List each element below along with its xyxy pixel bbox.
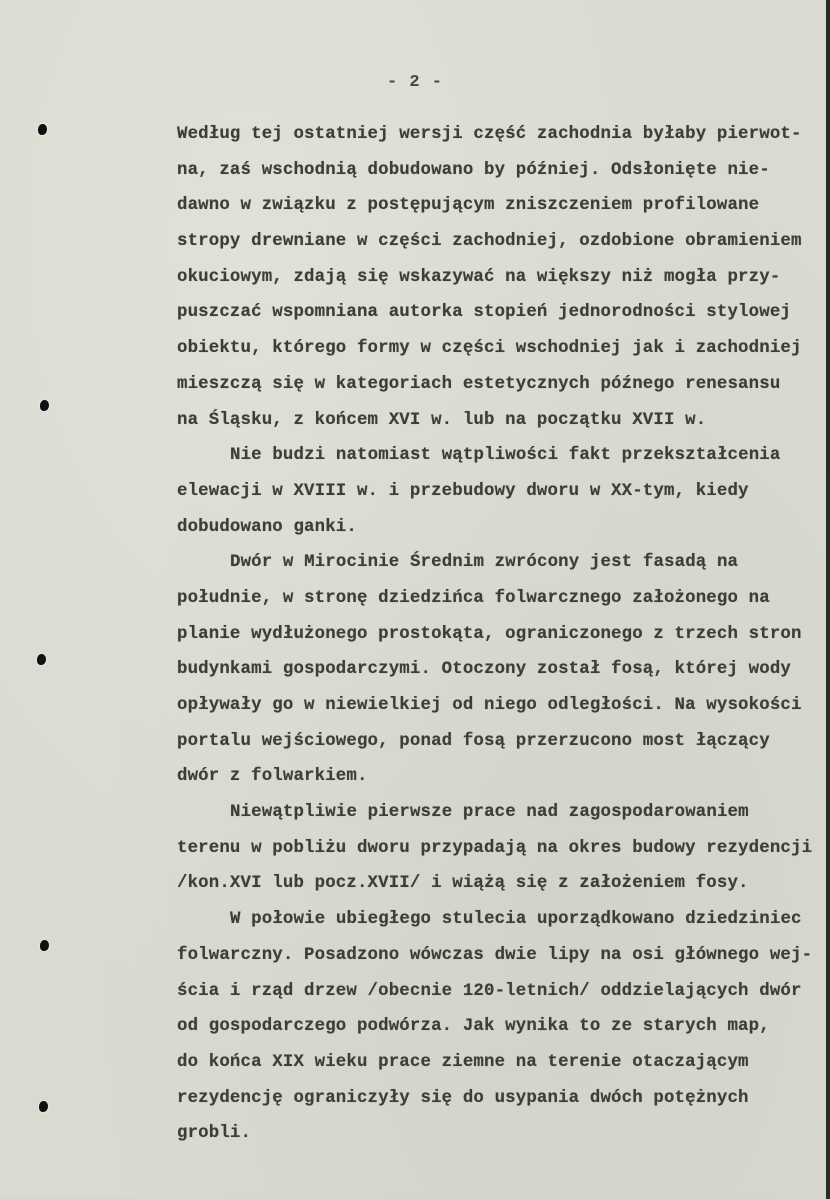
- text-line: grobli.: [177, 1124, 252, 1144]
- punch-hole-mark: [37, 654, 46, 665]
- text-line: terenu w pobliżu dworu przypadają na okres budowy rezydencji: [177, 838, 813, 858]
- text-line: od gospodarczego podwórza. Jak wynika to ze starych map,: [177, 1017, 770, 1037]
- paragraph: [177, 798, 817, 905]
- text-line: ścia i rząd drzew /obecnie 120-letnich/ oddzielających dwór: [177, 981, 802, 1001]
- text-line: rezydencję ograniczyły się do usypania dwóch potężnych: [177, 1088, 749, 1108]
- text-line: W połowie ubiegłego stulecia uporządkowano dziedziniec: [230, 910, 802, 930]
- text-line: Niewątpliwie pierwsze prace nad zagospodarowaniem: [230, 803, 749, 823]
- text-line: Nie budzi natomiast wątpliwości fakt przekształcenia: [230, 446, 781, 466]
- page-number: - 2 -: [386, 73, 443, 92]
- text-line: Według tej ostatniej wersji część zachodnia byłaby pierwot-: [177, 125, 802, 144]
- text-line: stropy drewniane w części zachodniej, ozdobione obramieniem: [177, 232, 802, 252]
- paragraph: [177, 120, 817, 441]
- text-line: południe, w stronę dziedzińca folwarcznego założonego na: [177, 588, 770, 608]
- text-line: dwór z folwarkiem.: [177, 767, 368, 787]
- text-line: puszczać wspomniana autorka stopień jednorodności stylowej: [177, 303, 791, 323]
- paragraph: [177, 441, 817, 548]
- text-line: do końca XIX wieku prace ziemne na terenie otaczającym: [177, 1052, 749, 1072]
- scan-edge: [826, 0, 830, 1199]
- paragraph: [177, 905, 817, 1155]
- text-line: mieszczą się w kategoriach estetycznych późnego renesansu: [177, 374, 781, 394]
- punch-hole-mark: [40, 400, 49, 411]
- text-line: Dwór w Mirocinie Średnim zwrócony jest fasadą na: [230, 553, 739, 573]
- text-line: portalu wejściowego, ponad fosą przerzucono most łączący: [177, 731, 770, 751]
- text-line: obiektu, którego formy w części wschodniej jak i zachodniej: [177, 339, 802, 359]
- punch-hole-mark: [39, 1101, 48, 1112]
- text-line: /kon.XVI lub pocz.XVII/ i wiążą się z założeniem fosy.: [177, 874, 749, 894]
- text-line: dawno w związku z postępującym zniszczeniem profilowane: [177, 196, 760, 216]
- text-line: opływały go w niewielkiej od niego odległości. Na wysokości: [177, 696, 802, 715]
- paragraph: [177, 548, 817, 798]
- text-line: dobudowano ganki.: [177, 517, 357, 537]
- text-line: na Śląsku, z końcem XVI w. lub na początku XVII w.: [177, 410, 707, 430]
- punch-hole-mark: [38, 124, 47, 135]
- document-body: [177, 120, 817, 1155]
- text-line: na, zaś wschodnią dobudowano by później. Odsłonięte nie-: [177, 160, 770, 180]
- text-line: elewacji w XVIII w. i przebudowy dworu w XX-tym, kiedy: [177, 481, 749, 501]
- text-line: folwarczny. Posadzono wówczas dwie lipy na osi głównego wej-: [177, 945, 813, 965]
- punch-hole-mark: [40, 940, 49, 951]
- text-line: planie wydłużonego prostokąta, ograniczonego z trzech stron: [177, 624, 802, 644]
- text-line: okuciowym, zdają się wskazywać na większy niż mogła przy-: [177, 267, 781, 287]
- text-line: budynkami gospodarczymi. Otoczony został fosą, której wody: [177, 660, 791, 680]
